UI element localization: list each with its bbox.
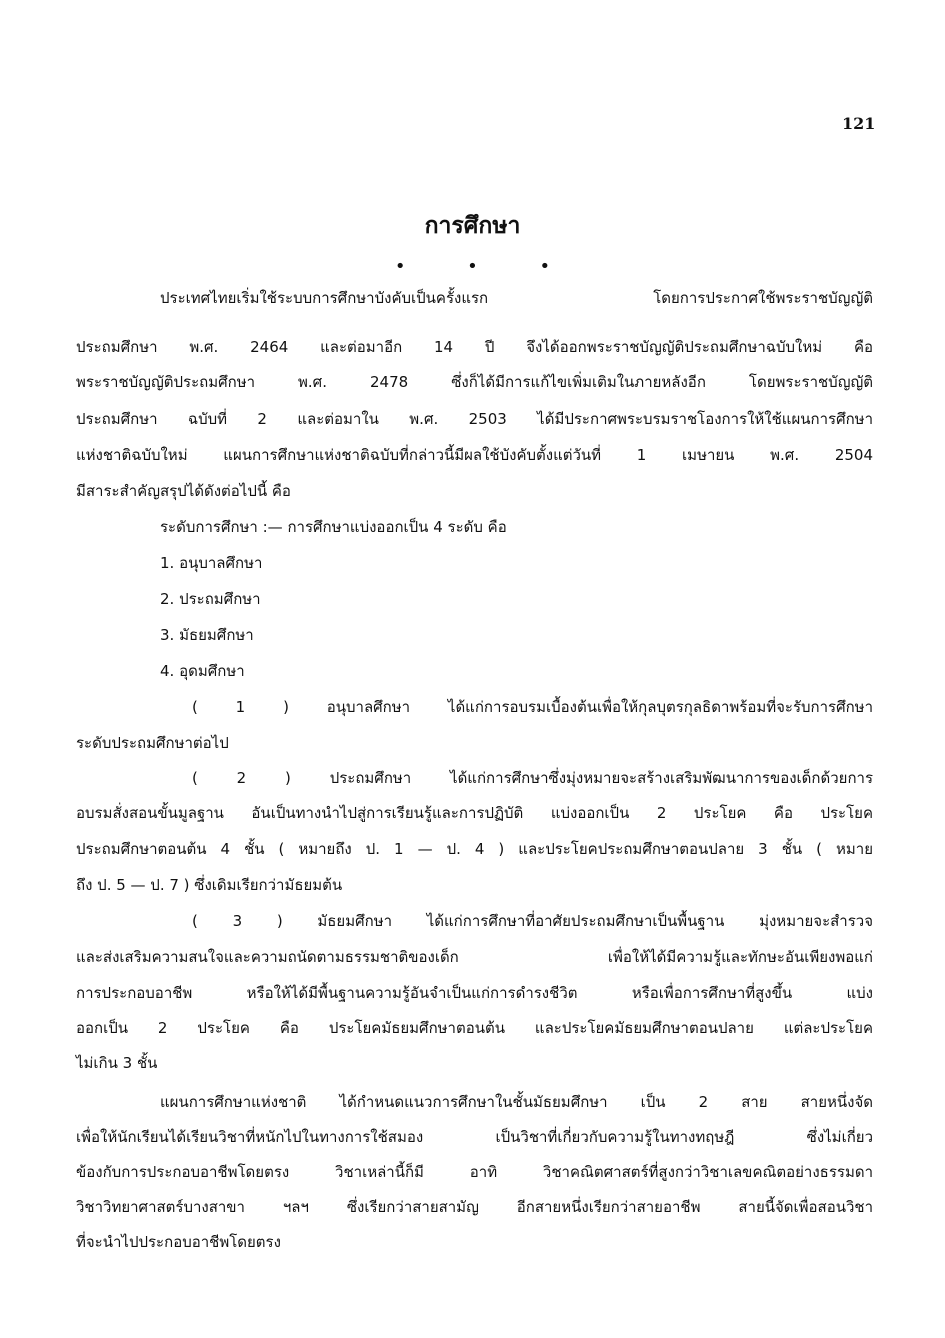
paragraph-line: แผนการศึกษาแห่งชาติ ได้กำหนดแนวการศึกษาในชั้นมัธยมศึกษา เป็น 2 สาย สายหนึ่งจัด: [160, 1093, 873, 1111]
paragraph-line: ( 1 ) อนุบาลศึกษา ได้แก่การอบรมเบื้องต้นเพื่อให้กุลบุตรกุลธิดาพร้อมที่จะรับการศึกษา: [192, 698, 873, 716]
paragraph-line: ไม่เกิน 3 ชั้น: [76, 1054, 158, 1072]
level-list-item: 3. มัธยมศึกษา: [160, 626, 254, 644]
paragraph-line: แห่งชาติฉบับใหม่ แผนการศึกษาแห่งชาติฉบับที่กล่าวนี้มีผลใช้บังคับตั้งแต่วันที่ 1 เมษายน พ.ศ. 2504: [76, 446, 873, 464]
paragraph-line: ( 2 ) ประถมศึกษา ได้แก่การศึกษาซึ่งมุ่งหมายจะสร้างเสริมพัฒนาการของเด็กด้วยการ: [192, 769, 873, 787]
paragraph-line: เพื่อให้นักเรียนได้เรียนวิชาที่หนักไปในทางการใช้สมอง เป็นวิชาที่เกี่ยวกับความรู้ในทางทฤษฎี ซึ่งไม่เกี่ยว: [76, 1128, 873, 1146]
level-list-item: 4. อุดมศึกษา: [160, 662, 245, 680]
paragraph-line: อบรมสั่งสอนขั้นมูลฐาน อันเป็นทางนำไปสู่การเรียนรู้และการปฏิบัติ แบ่งออกเป็น 2 ประโยค คือ ประโยค: [76, 804, 873, 822]
paragraph-line: ออกเป็น 2 ประโยค คือ ประโยคมัธยมศึกษาตอนต้น และประโยคมัธยมศึกษาตอนปลาย แต่ละประโยค: [76, 1019, 873, 1037]
paragraph-line: มีสาระสำคัญสรุปได้ดังต่อไปนี้ คือ: [76, 482, 291, 500]
paragraph-line: ประถมศึกษาตอนต้น 4 ชั้น ( หมายถึง ป. 1 — ป. 4 ) และประโยคประถมศึกษาตอนปลาย 3 ชั้น ( หมาย: [76, 840, 873, 858]
paragraph-line: พระราชบัญญัติประถมศึกษา พ.ศ. 2478 ซึ่งก็ได้มีการแก้ไขเพิ่มเติมในภายหลังอีก โดยพระราชบัญญัติ: [76, 373, 873, 391]
paragraph-line: ( 3 ) มัธยมศึกษา ได้แก่การศึกษาที่อาศัยประถมศึกษาเป็นพื้นฐาน มุ่งหมายจะสำรวจ: [192, 912, 873, 930]
page-number: 121: [842, 114, 876, 133]
paragraph-line: ประถมศึกษา พ.ศ. 2464 และต่อมาอีก 14 ปี จึงได้ออกพระราชบัญญัติประถมศึกษาฉบับใหม่ คือ: [76, 338, 873, 356]
paragraph-line: ที่จะนำไปประกอบอาชีพโดยตรง: [76, 1233, 281, 1251]
paragraph-line: การประกอบอาชีพ หรือให้ได้มีพื้นฐานความรู้อันจำเป็นแก่การดำรงชีวิต หรือเพื่อการศึกษาที่สูงขึ้น แบ่ง: [76, 984, 873, 1002]
paragraph-line: ประถมศึกษา ฉบับที่ 2 และต่อมาใน พ.ศ. 2503 ได้มีประกาศพระบรมราชโองการให้ใช้แผนการศึกษา: [76, 410, 873, 428]
level-list-item: 1. อนุบาลศึกษา: [160, 554, 263, 572]
levels-heading: ระดับการศึกษา :— การศึกษาแบ่งออกเป็น 4 ระดับ คือ: [160, 518, 507, 536]
page-title: การศึกษา: [424, 213, 521, 239]
title-ornament: • • •: [394, 256, 579, 277]
paragraph-line: ระดับประถมศึกษาต่อไป: [76, 734, 229, 752]
level-list-item: 2. ประถมศึกษา: [160, 590, 261, 608]
paragraph-line: ข้องกับการประกอบอาชีพโดยตรง วิชาเหล่านี้ก็มี อาทิ วิชาคณิตศาสตร์ที่สูงกว่าวิชาเลขคณิตอย่างธรรมดา: [76, 1163, 873, 1181]
paragraph-line: และส่งเสริมความสนใจและความถนัดตามธรรมชาติของเด็ก เพื่อให้ได้มีความรู้และทักษะอันเพียงพอแก่: [76, 948, 873, 966]
paragraph-line: ถึง ป. 5 — ป. 7 ) ซึ่งเดิมเรียกว่ามัธยมต้น: [76, 876, 343, 894]
paragraph-line: ประเทศไทยเริ่มใช้ระบบการศึกษาบังคับเป็นครั้งแรก โดยการประกาศใช้พระราชบัญญัติ: [160, 289, 873, 307]
paragraph-line: วิชาวิทยาศาสตร์บางสาขา ฯลฯ ซึ่งเรียกว่าสายสามัญ อีกสายหนึ่งเรียกว่าสายอาชีพ สายนี้จัดเพื่อสอนวิชา: [76, 1198, 873, 1216]
